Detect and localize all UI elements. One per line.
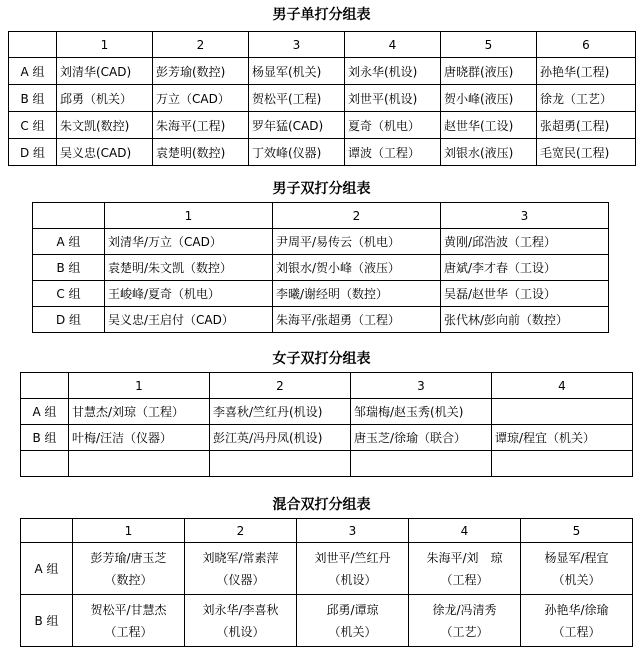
pair-dept: （机关）	[328, 624, 377, 639]
women-doubles-table	[20, 372, 633, 477]
table-cell: 唐斌/李才春（工设）	[441, 255, 609, 281]
table-cell: 张代林/彭向前（数控）	[441, 307, 609, 333]
group-label: B 组	[33, 255, 105, 281]
men-singles-title: 男子单打分组表	[272, 7, 371, 23]
table-cell	[297, 595, 409, 647]
table-cell: 孙艳华(工程)	[537, 58, 636, 85]
women-doubles-title: 女子双打分组表	[272, 351, 371, 367]
table-row	[21, 451, 633, 477]
table-header-row	[33, 203, 609, 229]
pair-names: 刘世平/竺红丹	[314, 550, 391, 565]
table-cell: 刘银水(液压)	[441, 139, 537, 166]
men-doubles-table	[32, 202, 609, 333]
pair-names: 徐龙/冯清秀	[432, 602, 497, 617]
table-cell: 唐玉芝/徐瑜（联合）	[351, 425, 492, 451]
table-row	[33, 255, 609, 281]
header-cell: 1	[57, 32, 153, 58]
table-cell: 谭琼/程宜（机关）	[492, 425, 633, 451]
table-cell: 刘清华/万立（CAD）	[105, 229, 273, 255]
pair-dept: （仪器）	[216, 572, 265, 587]
group-label: B 组	[21, 425, 69, 451]
pair-dept: （工程）	[440, 572, 489, 587]
pair-names: 刘永华/李喜秋	[202, 602, 279, 617]
pair-dept: （机设）	[328, 572, 377, 587]
table-cell: 彭江英/冯丹凤(机设)	[210, 425, 351, 451]
table-row	[9, 112, 636, 139]
table-cell: 谭波（工程）	[345, 139, 441, 166]
table-cell: 朱海平/张超勇（工程）	[273, 307, 441, 333]
pair-names: 孙艳华/徐瑜	[544, 602, 609, 617]
table-cell	[521, 543, 633, 595]
header-cell	[33, 203, 105, 229]
table-cell: 罗年猛(CAD)	[249, 112, 345, 139]
group-label: C 组	[9, 112, 57, 139]
table-cell: 刘清华(CAD)	[57, 58, 153, 85]
group-label: B 组	[21, 595, 73, 647]
header-cell: 5	[441, 32, 537, 58]
table-cell: 黄刚/邱浩波（工程）	[441, 229, 609, 255]
pair-dept: （机关）	[552, 572, 601, 587]
table-cell: 赵世华(工设)	[441, 112, 537, 139]
pair-names: 邱勇/谭琼	[326, 602, 379, 617]
table-cell	[210, 451, 351, 477]
table-cell: 杨显军(机关)	[249, 58, 345, 85]
table-row	[33, 307, 609, 333]
table-cell: 万立（CAD）	[153, 85, 249, 112]
table-cell: 毛宽民(工程)	[537, 139, 636, 166]
header-cell: 2	[210, 373, 351, 399]
table-row	[33, 281, 609, 307]
table-cell: 刘世平(机设)	[345, 85, 441, 112]
table-cell	[297, 543, 409, 595]
group-label: C 组	[33, 281, 105, 307]
pair-dept: （机设）	[216, 624, 265, 639]
header-cell: 5	[521, 519, 633, 543]
pair-names: 杨显军/程宜	[544, 550, 609, 565]
header-cell: 4	[345, 32, 441, 58]
table-row	[21, 595, 633, 647]
table-cell: 李喜秋/竺红丹(机设)	[210, 399, 351, 425]
header-cell: 3	[351, 373, 492, 399]
group-label: D 组	[9, 139, 57, 166]
table-cell: 李曦/谢经明（数控）	[273, 281, 441, 307]
pair-names: 贺松平/甘慧杰	[90, 602, 167, 617]
table-cell: 彭芳瑜(数控)	[153, 58, 249, 85]
group-label: A 组	[21, 543, 73, 595]
table-cell: 刘银水/贺小峰（液压）	[273, 255, 441, 281]
table-cell: 唐晓群(液压)	[441, 58, 537, 85]
table-cell: 吴义忠(CAD)	[57, 139, 153, 166]
header-cell: 4	[492, 373, 633, 399]
table-row	[9, 85, 636, 112]
table-header-row	[21, 519, 633, 543]
header-cell: 2	[185, 519, 297, 543]
header-cell: 3	[297, 519, 409, 543]
table-row	[33, 229, 609, 255]
header-cell: 4	[409, 519, 521, 543]
header-cell	[9, 32, 57, 58]
table-cell: 丁效峰(仪器)	[249, 139, 345, 166]
header-cell: 1	[69, 373, 210, 399]
table-cell: 袁楚明/朱文凯（数控）	[105, 255, 273, 281]
mixed-doubles-title: 混合双打分组表	[272, 497, 371, 513]
header-cell: 1	[105, 203, 273, 229]
table-cell: 尹周平/易传云（机电）	[273, 229, 441, 255]
table-cell: 刘永华(机设)	[345, 58, 441, 85]
table-cell	[185, 543, 297, 595]
header-cell: 3	[441, 203, 609, 229]
men-doubles-title: 男子双打分组表	[272, 181, 371, 197]
group-label: A 组	[21, 399, 69, 425]
group-label: D 组	[33, 307, 105, 333]
table-row	[21, 425, 633, 451]
table-cell: 张超勇(工程)	[537, 112, 636, 139]
table-row	[21, 399, 633, 425]
table-cell: 邹瑞梅/赵玉秀(机关)	[351, 399, 492, 425]
table-cell: 王峻峰/夏奇（机电）	[105, 281, 273, 307]
table-cell: 贺小峰(液压)	[441, 85, 537, 112]
table-header-row	[9, 32, 636, 58]
table-cell	[409, 543, 521, 595]
table-row	[21, 543, 633, 595]
table-cell	[521, 595, 633, 647]
group-label: B 组	[9, 85, 57, 112]
table-cell: 袁楚明(数控)	[153, 139, 249, 166]
header-cell: 6	[537, 32, 636, 58]
table-cell	[69, 451, 210, 477]
table-cell	[185, 595, 297, 647]
table-cell: 夏奇（机电）	[345, 112, 441, 139]
table-row	[9, 58, 636, 85]
mixed-doubles-table	[20, 518, 633, 647]
table-cell: 叶梅/汪洁（仪器）	[69, 425, 210, 451]
table-cell	[73, 595, 185, 647]
table-cell: 甘慧杰/刘琼（工程）	[69, 399, 210, 425]
pair-names: 彭芳瑜/唐玉芝	[90, 550, 167, 565]
pair-names: 朱海平/刘 琼	[426, 550, 503, 565]
table-row	[9, 139, 636, 166]
table-cell	[409, 595, 521, 647]
pair-dept: （工程）	[552, 624, 601, 639]
header-cell: 2	[273, 203, 441, 229]
table-cell: 贺松平(工程)	[249, 85, 345, 112]
group-label: A 组	[33, 229, 105, 255]
table-cell	[73, 543, 185, 595]
pair-dept: （工程）	[104, 624, 153, 639]
pair-names: 刘晓军/常素萍	[202, 550, 279, 565]
pair-dept: （数控）	[104, 572, 153, 587]
table-cell: 邱勇（机关）	[57, 85, 153, 112]
table-cell	[492, 451, 633, 477]
table-cell	[492, 399, 633, 425]
table-header-row	[21, 373, 633, 399]
table-cell: 朱文凯(数控)	[57, 112, 153, 139]
table-cell	[351, 451, 492, 477]
header-cell: 2	[153, 32, 249, 58]
header-cell	[21, 373, 69, 399]
men-singles-table	[8, 31, 636, 166]
table-cell: 吴义忠/王启付（CAD）	[105, 307, 273, 333]
table-cell: 吴磊/赵世华（工设）	[441, 281, 609, 307]
header-cell: 1	[73, 519, 185, 543]
table-cell: 朱海平(工程)	[153, 112, 249, 139]
pair-dept: （工艺）	[440, 624, 489, 639]
group-label: A 组	[9, 58, 57, 85]
table-cell: 徐龙（工艺）	[537, 85, 636, 112]
group-label	[21, 451, 69, 477]
header-cell	[21, 519, 73, 543]
header-cell: 3	[249, 32, 345, 58]
